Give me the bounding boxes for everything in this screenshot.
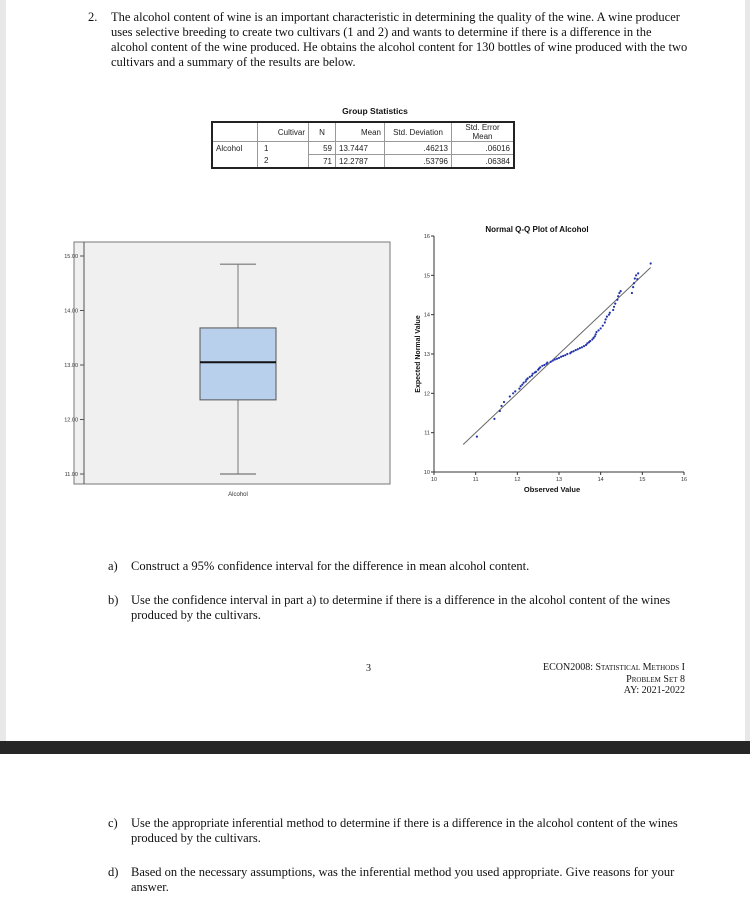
part-a [108, 559, 688, 574]
group-statistics-table [211, 121, 515, 169]
header-mean: Mean [336, 122, 385, 142]
qq-point [535, 371, 537, 373]
table-header-row [212, 122, 514, 142]
qq-point [552, 360, 554, 362]
cell-mean: 12.2787 [336, 155, 385, 169]
qq-point [539, 366, 541, 368]
qq-point [499, 410, 501, 412]
qq-y-tick-label: 14 [423, 312, 430, 319]
qq-point [595, 333, 597, 335]
header-std-error-line2: Mean [472, 132, 493, 141]
box-y-tick-label: 12.00 [64, 417, 78, 424]
qq-y-label: Expected Normal Value [415, 315, 422, 393]
footer-course-info [500, 662, 685, 697]
cell-std-error: .06016 [452, 142, 515, 155]
header-std-error [452, 122, 515, 142]
qq-point [554, 358, 556, 360]
qq-y-tick-label: 13 [423, 352, 430, 358]
part-d-label: d) [108, 865, 119, 879]
qq-point [560, 356, 562, 358]
qq-point [637, 272, 639, 274]
qq-point [532, 373, 534, 375]
qq-point [577, 348, 579, 350]
cell-std-deviation: .53796 [385, 155, 452, 169]
qq-point [632, 286, 634, 288]
footer-problem-set: Problem Set 8 [626, 673, 685, 685]
qq-point [575, 349, 577, 351]
box-y-tick-label: 15.00 [64, 254, 78, 260]
qq-point [522, 382, 524, 384]
qq-point [512, 392, 514, 394]
footer-academic-year: AY: 2021-2022 [623, 685, 685, 696]
qq-x-label: Observed Value [523, 485, 581, 494]
table-row [212, 155, 514, 169]
qq-point [500, 405, 502, 407]
table-row [212, 142, 514, 155]
qq-point [493, 418, 495, 420]
qq-point [602, 325, 604, 327]
qq-y-tick-label: 15 [423, 273, 430, 280]
qq-x-tick-label: 16 [680, 477, 688, 483]
page-number: 3 [366, 663, 371, 674]
qq-point [618, 292, 620, 294]
qq-point [597, 329, 599, 331]
qq-reference-line [463, 267, 651, 444]
qq-point [633, 282, 635, 284]
qq-point [520, 385, 522, 387]
group-statistics-title: Group Statistics [342, 106, 408, 116]
box-x-label: Alcohol [228, 492, 248, 498]
qq-point [605, 318, 607, 320]
part-c-text: Use the appropriate inferential method to determine if there is a difference in the alcohol content of the wines produced by the cultivars. [131, 816, 678, 845]
footer-course: ECON2008: Statistical Methods I [543, 662, 685, 673]
qq-point [616, 299, 618, 301]
qq-point [634, 277, 636, 279]
cell-n: 59 [309, 142, 336, 155]
qq-point [543, 364, 545, 366]
qq-y-tick-label: 11 [424, 430, 430, 437]
page-edge-right [745, 0, 750, 741]
qq-point [606, 316, 608, 318]
qq-point [550, 361, 552, 363]
qq-point [562, 355, 564, 357]
question-2 [88, 10, 688, 70]
qq-point [594, 335, 596, 337]
qq-point [604, 321, 606, 323]
part-b-text: Use the confidence interval in part a) to determine if there is a difference in the alcohol content of the wines produced by the cultivars. [131, 593, 671, 622]
row-label-alcohol: Alcohol [212, 142, 258, 155]
qq-point [541, 365, 543, 367]
header-n: N [309, 122, 336, 142]
cell-std-deviation: .46213 [385, 142, 452, 155]
cell-std-error: .06384 [452, 155, 515, 169]
qq-point [566, 353, 568, 355]
qq-point [525, 380, 527, 382]
part-a-text: Construct a 95% confidence interval for the difference in mean alcohol content. [131, 559, 530, 573]
qq-x-tick-label: 14 [597, 477, 604, 483]
part-a-label: a) [108, 559, 118, 573]
page-edge-left [0, 0, 6, 741]
qq-point [518, 388, 520, 390]
qq-point [476, 436, 478, 438]
qq-point [631, 292, 633, 294]
qq-point [620, 290, 622, 292]
qq-point [650, 262, 652, 264]
qq-point [558, 357, 560, 359]
question-text: The alcohol content of wine is an important characteristic in determining the quality of the wine. A wine producer uses selective breeding to create two cultivars (1 and 2) and wants to determine if there is a difference in the alcohol content of the wine produced. He obtains the alcohol content for 130 bottles of wine produced with the two cultivars and a summary of the results are below. [111, 10, 688, 69]
qq-y-tick-label: 12 [423, 391, 430, 398]
qq-point [636, 278, 638, 280]
qq-point [581, 346, 583, 348]
qq-x-tick-label: 13 [555, 477, 563, 483]
qq-point [635, 274, 637, 276]
qq-point [589, 340, 591, 342]
qq-point [527, 377, 529, 379]
qq-point [608, 314, 610, 316]
box-y-tick-label: 14.00 [64, 308, 78, 315]
cell-cultivar: 1 [258, 142, 309, 155]
qq-x-tick-label: 11 [472, 477, 479, 483]
qq-point [579, 347, 581, 349]
qq-point [503, 401, 505, 403]
qq-plot-title: Normal Q-Q Plot of Alcohol [485, 225, 589, 234]
qq-point [570, 351, 572, 353]
box-y-tick-label: 13.00 [64, 363, 78, 369]
qq-point [612, 309, 614, 311]
header-cultivar: Cultivar [258, 122, 309, 142]
qq-plot-chart [400, 218, 700, 500]
qq-point [531, 375, 533, 377]
box-y-tick-label: 11.00 [64, 472, 78, 478]
qq-point [617, 295, 619, 297]
qq-point [521, 384, 523, 386]
cell-mean: 13.7447 [336, 142, 385, 155]
qq-point [600, 327, 602, 329]
qq-point [614, 303, 616, 305]
qq-point [546, 362, 548, 364]
qq-x-tick-label: 15 [639, 477, 646, 483]
qq-ticks [424, 234, 687, 483]
box-plot-chart [28, 236, 396, 506]
qq-point [514, 390, 516, 392]
page-break-band [0, 741, 750, 754]
qq-point [613, 306, 615, 308]
qq-x-tick-label: 10 [430, 477, 438, 483]
qq-point [609, 312, 611, 314]
header-std-deviation: Std. Deviation [385, 122, 452, 142]
part-c-label: c) [108, 816, 118, 830]
qq-point [564, 354, 566, 356]
qq-point [509, 395, 511, 397]
qq-point [556, 358, 558, 360]
part-d [108, 865, 688, 895]
cell-cultivar: 2 [258, 155, 309, 169]
qq-point [583, 345, 585, 347]
box-iqr [200, 328, 276, 400]
qq-point [595, 331, 597, 333]
qq-point [529, 376, 531, 378]
question-number: 2. [88, 10, 98, 24]
part-b [108, 593, 688, 623]
part-b-label: b) [108, 593, 119, 607]
qq-y-tick-label: 10 [423, 470, 430, 476]
cell-n: 71 [309, 155, 336, 169]
header-std-error-line1: Std. Error [465, 123, 500, 132]
qq-point [572, 350, 574, 352]
qq-x-tick-label: 12 [514, 477, 521, 483]
part-d-text: Based on the necessary assumptions, was the inferential method you used appropriate. Give reasons for your answer. [131, 865, 675, 894]
qq-y-tick-label: 16 [423, 234, 430, 240]
part-c [108, 816, 688, 846]
